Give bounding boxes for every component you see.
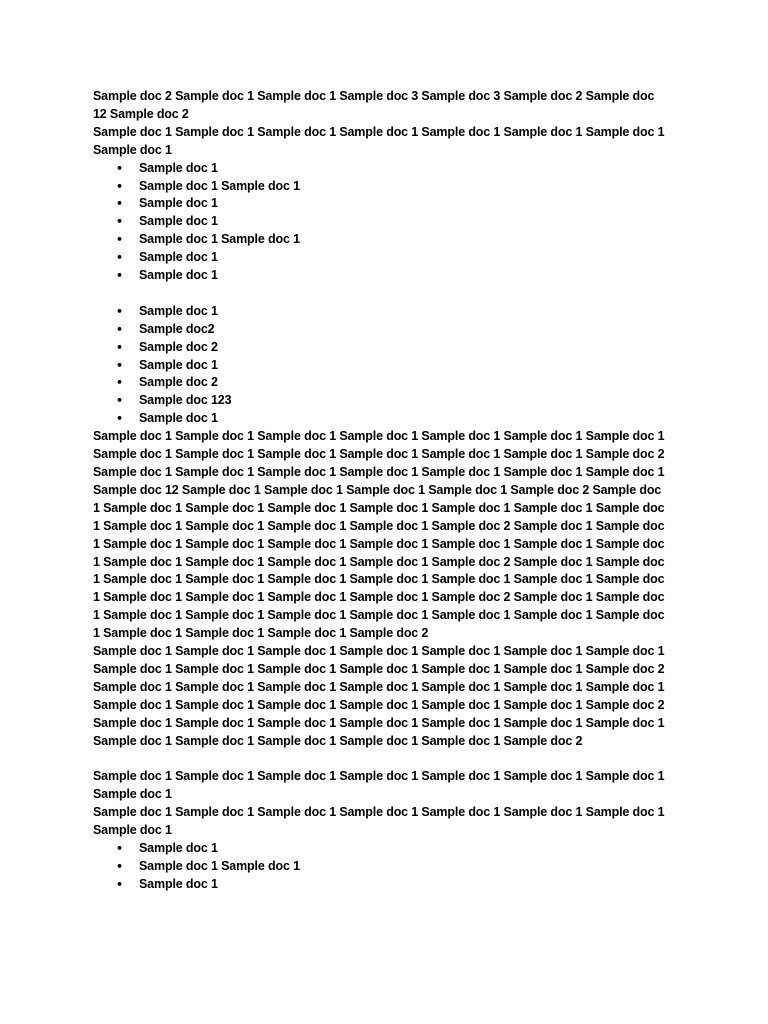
bullet-icon: • [116,859,123,873]
list-item-text: Sample doc 1 [139,841,218,856]
list-item-text: Sample doc 1 Sample doc 1 [139,858,300,873]
list-item [93,858,668,876]
paragraph: Sample doc 1 Sample doc 1 Sample doc 1 Sample doc 1 Sample doc 1 Sample doc 1 Sample doc 1 Sample doc 1 [93,805,665,838]
bullet-icon: • [116,394,123,408]
list-item [93,267,668,285]
list-item [93,876,668,894]
list-item [93,392,668,410]
paragraph: Sample doc 1 Sample doc 1 Sample doc 1 Sample doc 1 Sample doc 1 Sample doc 1 Sample doc 1 Sample doc 1 [93,769,665,802]
list-item [93,213,668,231]
list-item-text: Sample doc 1 [139,196,218,211]
document-page [93,88,668,894]
paragraph: Sample doc 2 Sample doc 1 Sample doc 1 Sample doc 3 Sample doc 3 Sample doc 2 Sample doc 12 Sample doc 2 [93,89,655,121]
list-item-text: Sample doc 1 [139,411,218,426]
list-item [93,195,668,213]
paragraph: Sample doc 1 Sample doc 1 Sample doc 1 Sample doc 1 Sample doc 1 Sample doc 1 Sample doc 1 Sample doc 1 Sample doc 1 Sample doc 1 Sample doc 1 Sample doc 1 Sample doc 1 Sample doc 2 Sample doc 1 Sample doc 1 Sample doc 1 Sample doc 1 Sample doc 1 Sample doc 1 Sample doc 1 Sample doc 12 Sample doc 1 Sample doc 1 Sample doc 1 Sample doc 1 Sample doc 2 Sample doc 1 Sample doc 1 Sample doc 1 Sample doc 1 Sample doc 1 Sample doc 1 Sample doc 1 Sample doc 1 Sample doc 1 Sample doc 1 Sample doc 1 Sample doc 1 Sample doc 2 Sample doc 1 Sample doc 1 Sample doc 1 Sample doc 1 Sample doc 1 Sample doc 1 Sample doc 1 Sample doc 1 Sample doc 1 Sample doc 1 Sample doc 1 Sample doc 1 Sample doc 1 Sample doc 2 Sample doc 1 Sample doc 1 Sample doc 1 Sample doc 1 Sample doc 1 Sample doc 1 Sample doc 1 Sample doc 1 Sample doc 1 Sample doc 1 Sample doc 1 Sample doc 1 Sample doc 1 Sample doc 2 Sample doc 1 Sample doc 1 Sample doc 1 Sample doc 1 Sample doc 1 Sample doc 1 Sample doc 1 Sample doc 1 Sample doc 1 Sample doc 1 Sample doc 1 Sample doc 1 Sample doc 2 [93,429,665,641]
bullet-icon: • [116,842,123,856]
blank-line [93,751,668,769]
bullet-icon: • [116,340,123,354]
list-item [93,357,668,375]
bullet-icon: • [116,412,123,426]
list-item-text: Sample doc 1 [139,303,218,318]
paragraph: Sample doc 1 Sample doc 1 Sample doc 1 Sample doc 1 Sample doc 1 Sample doc 1 Sample doc 1 Sample doc 1 [93,124,665,157]
list-item-text: Sample doc 2 [139,375,218,390]
list-item-text: Sample doc 1 [139,268,218,283]
bullet-list [93,160,668,285]
bullet-icon: • [116,322,123,336]
bullet-icon: • [116,215,123,229]
list-item [93,840,668,858]
bullet-icon: • [116,197,123,211]
list-item [93,321,668,339]
list-item-text: Sample doc 1 Sample doc 1 [139,178,300,193]
bullet-list [93,303,668,428]
list-item [93,160,668,178]
bullet-list [93,840,668,894]
list-item [93,178,668,196]
list-item-text: Sample doc 1 [139,876,218,891]
list-item [93,231,668,249]
bullet-icon: • [116,251,123,265]
list-item [93,303,668,321]
bullet-icon: • [116,179,123,193]
list-item-text: Sample doc 1 [139,357,218,372]
bullet-icon: • [116,304,123,318]
list-item-text: Sample doc 1 [139,250,218,265]
list-item-text: Sample doc 2 [139,339,218,354]
list-item [93,410,668,428]
list-item-text: Sample doc 1 [139,214,218,229]
bullet-icon: • [116,269,123,283]
bullet-icon: • [116,233,123,247]
list-item [93,249,668,267]
bullet-icon: • [116,161,123,175]
bullet-icon: • [116,358,123,372]
list-item-text: Sample doc 1 [139,160,218,175]
list-item-text: Sample doc 123 [139,393,232,408]
list-item-text: Sample doc2 [139,321,215,336]
list-item-text: Sample doc 1 Sample doc 1 [139,232,300,247]
bullet-icon: • [116,877,123,891]
list-item [93,339,668,357]
bullet-icon: • [116,376,123,390]
paragraph: Sample doc 1 Sample doc 1 Sample doc 1 Sample doc 1 Sample doc 1 Sample doc 1 Sample doc 1 Sample doc 1 Sample doc 1 Sample doc 1 Sample doc 1 Sample doc 1 Sample doc 1 Sample doc 2 Sample doc 1 Sample doc 1 Sample doc 1 Sample doc 1 Sample doc 1 Sample doc 1 Sample doc 1 Sample doc 1 Sample doc 1 Sample doc 1 Sample doc 1 Sample doc 1 Sample doc 1 Sample doc 2 Sample doc 1 Sample doc 1 Sample doc 1 Sample doc 1 Sample doc 1 Sample doc 1 Sample doc 1 Sample doc 1 Sample doc 1 Sample doc 1 Sample doc 1 Sample doc 1 Sample doc 2 [93,644,665,748]
blank-line [93,285,668,303]
list-item [93,374,668,392]
